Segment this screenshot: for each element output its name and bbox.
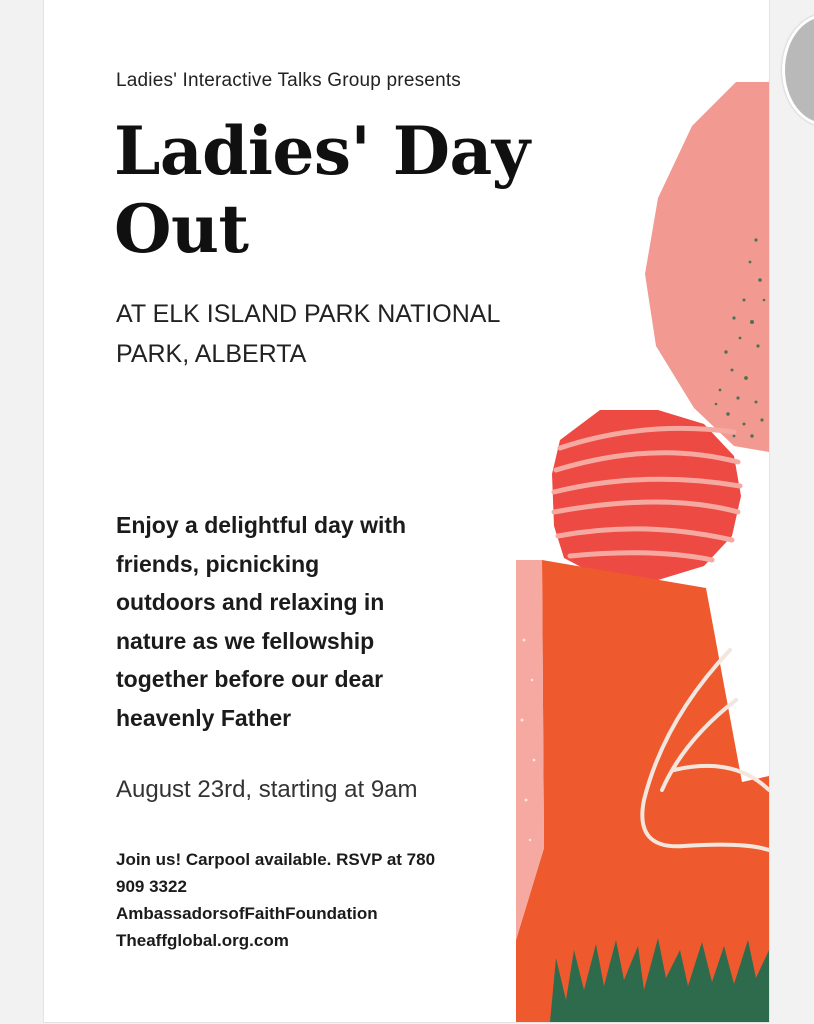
event-title [114, 112, 584, 268]
rsvp-line: Join us! Carpool available. RSVP at 780 [116, 850, 436, 869]
pink-polygon-shape [645, 82, 769, 452]
venue-line: AT ELK ISLAND PARK NATIONAL [116, 300, 501, 328]
event-contact-info [116, 846, 496, 954]
description-line: Enjoy a delightful day with [116, 512, 407, 538]
organization-name: AmbassadorsofFaithFoundation [116, 904, 378, 923]
phone-line: 909 3322 [116, 877, 187, 896]
event-title-line: Ladies' Day [114, 112, 530, 190]
description-line: together before our dear [116, 666, 384, 692]
event-venue [116, 294, 586, 374]
event-date: August 23rd, starting at 9am [116, 776, 418, 803]
orange-block-shape [516, 560, 769, 1022]
description-line: heavenly Father [116, 704, 292, 731]
event-title-line: Out [114, 190, 249, 268]
website-text: Theaffglobal.org.com [116, 931, 289, 950]
description-line: friends, picnicking [116, 550, 320, 577]
event-description [116, 506, 496, 737]
description-line: outdoors and relaxing in [116, 589, 385, 615]
scroll-handle[interactable] [782, 14, 814, 126]
venue-line: PARK, ALBERTA [116, 340, 307, 368]
event-poster [44, 0, 769, 1022]
presenter-line: Ladies' Interactive Talks Group presents [116, 70, 462, 91]
description-line: nature as we fellowship [116, 627, 375, 654]
